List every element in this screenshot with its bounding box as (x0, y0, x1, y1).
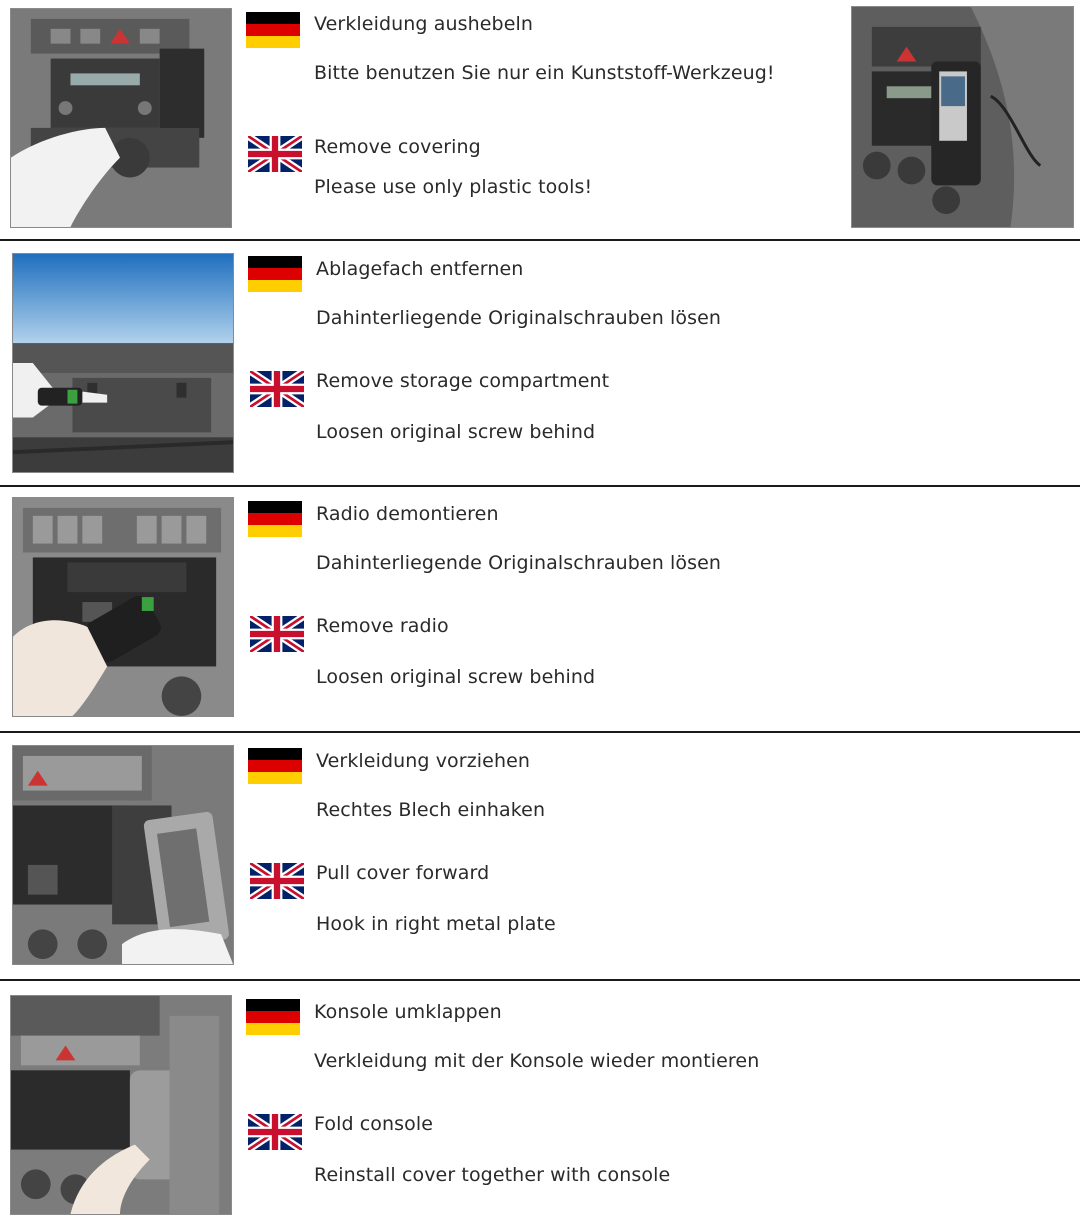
german-flag-icon (246, 999, 300, 1035)
radio-slot-photo (12, 497, 234, 717)
mounted-phone-holder-photo (851, 6, 1074, 228)
uk-flag-icon (250, 863, 304, 899)
uk-flag-icon (248, 1114, 302, 1150)
de-title: Radio demontieren (316, 503, 499, 525)
uk-flag-icon (250, 616, 304, 652)
step-5 (0, 981, 1080, 1220)
step-3 (0, 487, 1080, 731)
de-title: Verkleidung vorziehen (316, 750, 531, 772)
en-title: Remove radio (316, 615, 449, 637)
step-2 (0, 241, 1080, 485)
en-title: Fold console (314, 1113, 434, 1135)
step-4 (0, 733, 1080, 979)
de-detail: Verkleidung mit der Konsole wieder montieren (314, 1050, 760, 1072)
de-detail: Bitte benutzen Sie nur ein Kunststoff-Werkzeug! (314, 62, 775, 84)
de-title: Ablagefach entfernen (316, 258, 524, 280)
en-detail: Loosen original screw behind (316, 421, 596, 443)
en-title: Remove covering (314, 136, 481, 158)
en-detail: Loosen original screw behind (316, 666, 596, 688)
de-detail: Rechtes Blech einhaken (316, 799, 546, 821)
en-detail: Hook in right metal plate (316, 913, 556, 935)
german-flag-icon (248, 748, 302, 784)
uk-flag-icon (250, 371, 304, 407)
de-detail: Dahinterliegende Originalschrauben lösen (316, 307, 722, 329)
en-detail: Please use only plastic tools! (314, 176, 593, 198)
uk-flag-icon (248, 136, 302, 172)
en-title: Pull cover forward (316, 862, 490, 884)
cover-pull-photo (12, 745, 234, 965)
storage-compartment-photo (12, 253, 234, 473)
german-flag-icon (248, 501, 302, 537)
console-fold-photo (10, 995, 232, 1215)
german-flag-icon (248, 256, 302, 292)
de-detail: Dahinterliegende Originalschrauben lösen (316, 552, 722, 574)
en-detail: Reinstall cover together with console (314, 1164, 671, 1186)
de-title: Konsole umklappen (314, 1001, 502, 1023)
de-title: Verkleidung aushebeln (314, 13, 534, 35)
dashboard-radio-photo (10, 8, 232, 228)
german-flag-icon (246, 12, 300, 48)
step-1 (0, 0, 1080, 239)
en-title: Remove storage compartment (316, 370, 610, 392)
